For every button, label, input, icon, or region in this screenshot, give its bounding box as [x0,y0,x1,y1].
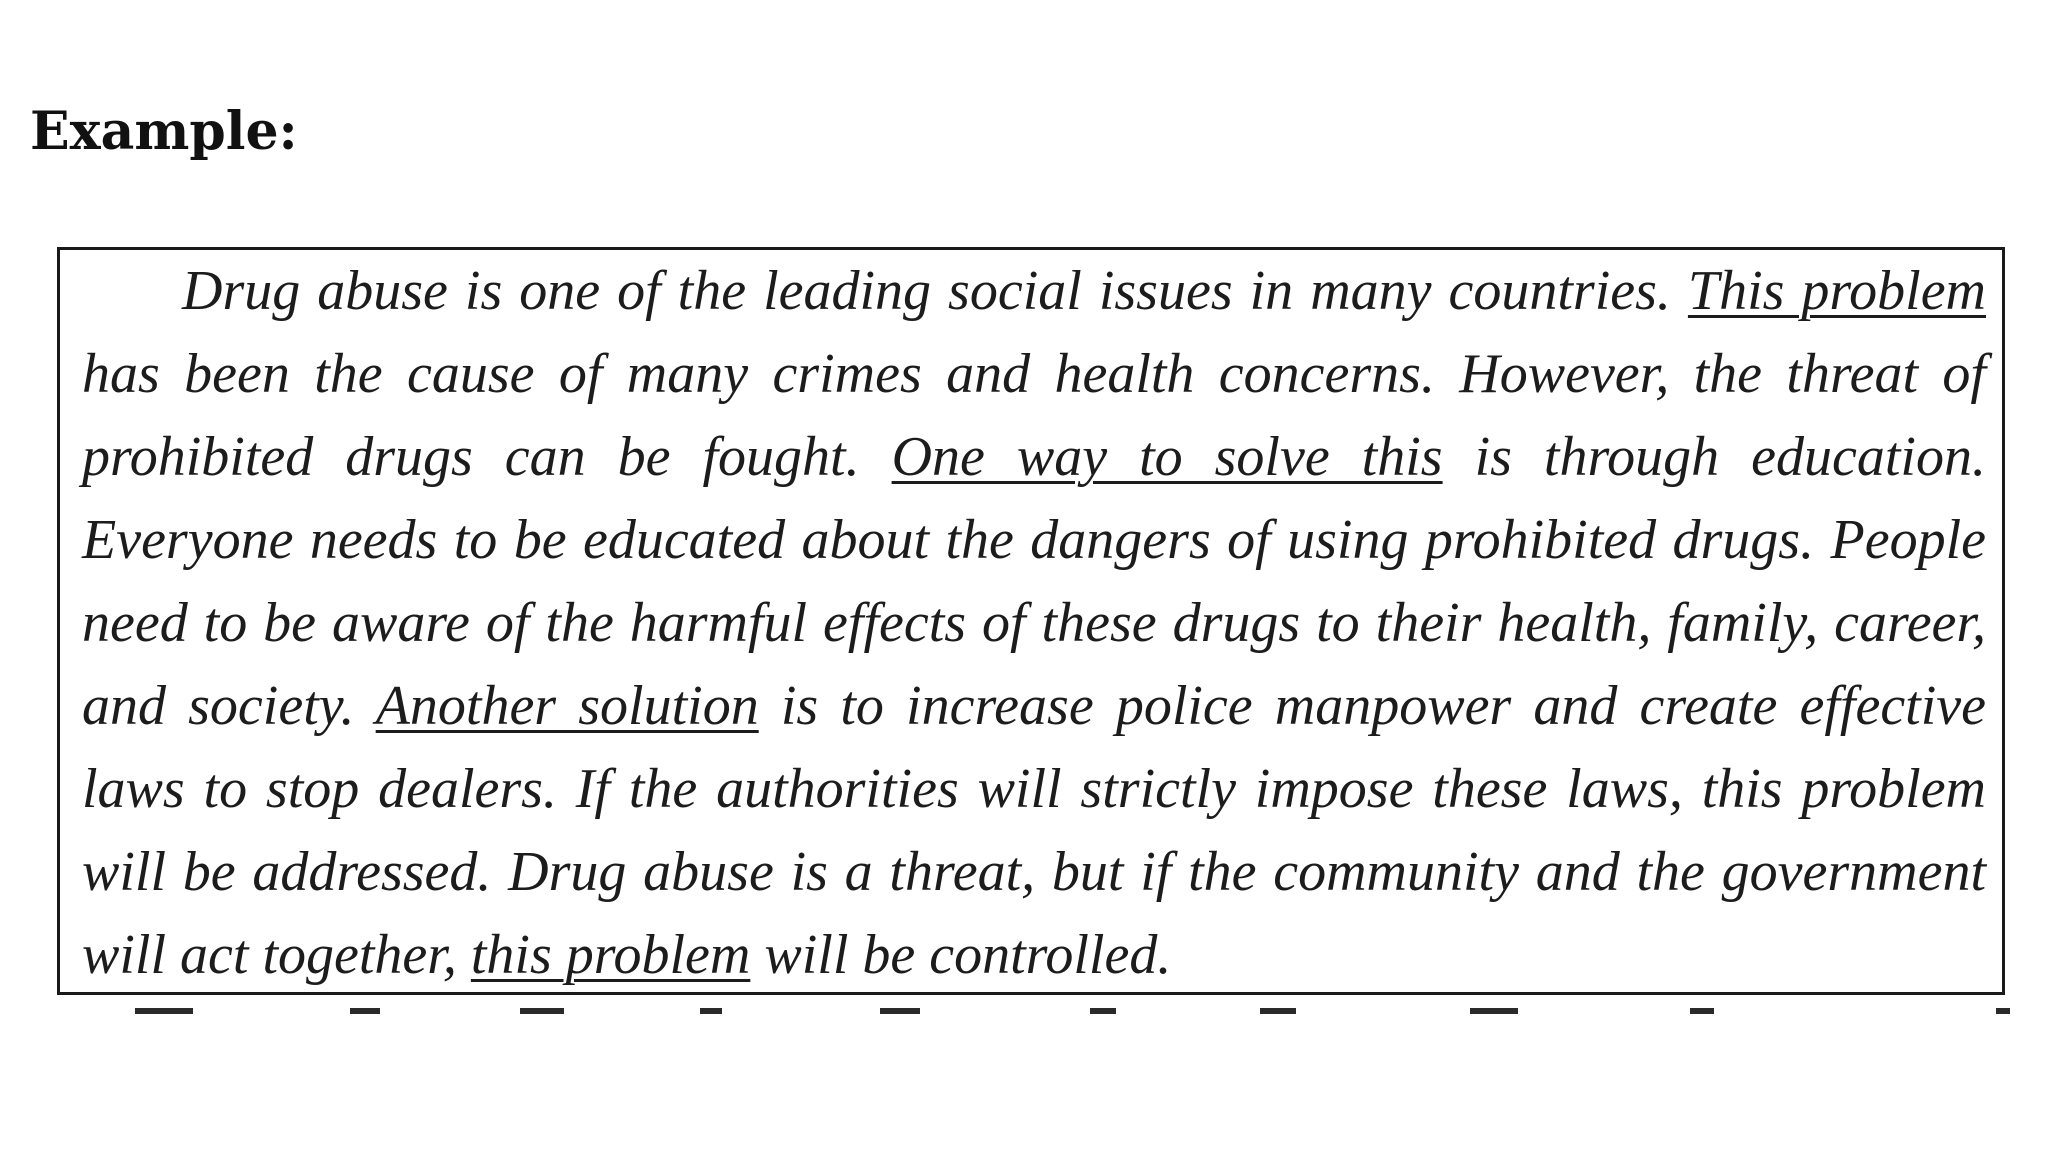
underlined-phrase-this-problem-closing: this problem [470,924,751,986]
example-paragraph [82,250,1986,997]
paragraph-segment: is to increase police manpower and create effective laws to stop dealers. If the authorities will strictly impose these laws, this problem will be addressed. Drug abuse is a threat, but if the community and the government will act together, [82,675,1987,986]
underlined-phrase-this-problem: This problem [1687,260,1986,322]
cut-off-next-line [0,1008,2048,1014]
underlined-phrase-one-way-to-solve-this: One way to solve this [891,426,1443,488]
paragraph-segment: has been the cause of many crimes and health concerns. However, the threat of prohibited drugs can be fought. [82,343,1986,488]
underlined-phrase-another-solution: Another solution [375,675,759,737]
example-heading: Example: [30,101,298,162]
paragraph-segment: Drug abuse is one of the leading social issues in many countries. [182,260,1688,322]
paragraph-segment: is through education. Everyone needs to be educated about the dangers of using prohibited drugs. People need to be aware of the harmful effects of these drugs to their health, family, career, and society. [82,426,1986,737]
paragraph-segment: will be controlled. [750,924,1172,986]
